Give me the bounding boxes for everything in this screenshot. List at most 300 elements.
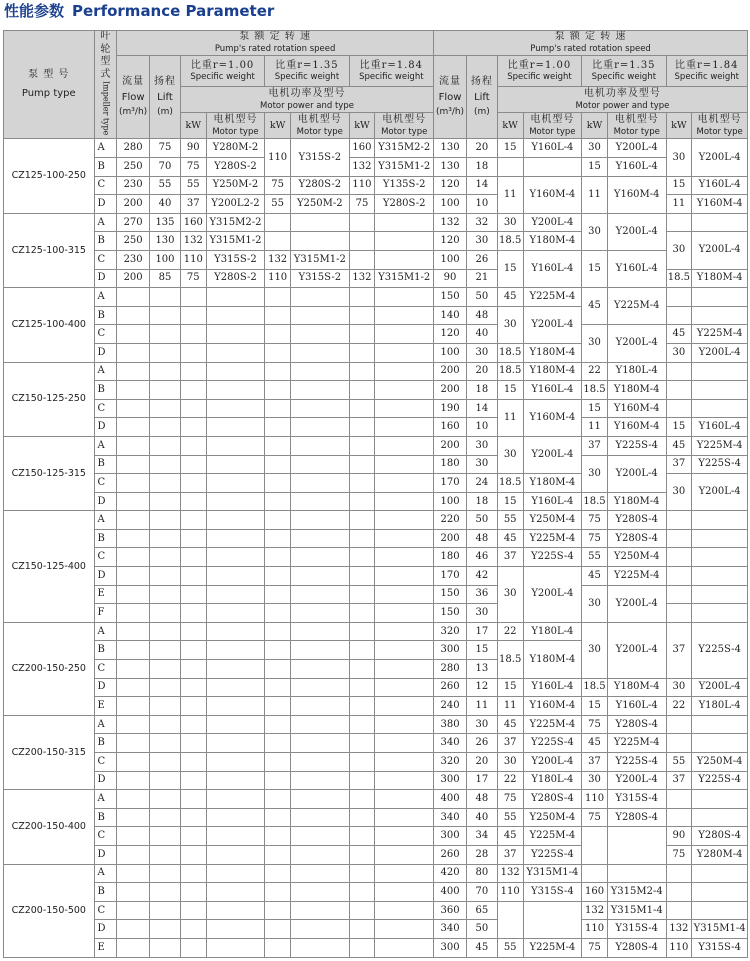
cell-h2: 10 [466,418,497,437]
cell-k2 [265,938,291,957]
cell-f1: 230 [117,250,150,269]
cell-k3: 75 [349,195,375,214]
cell-k2 [265,604,291,623]
cell-m1: Y280M-2 [206,139,265,158]
cell-k3 [349,436,375,455]
cell-m1 [206,641,265,660]
cell-f1: 270 [117,213,150,232]
cell-h1 [150,455,181,474]
cell-f1 [117,883,150,902]
cell-h2: 17 [466,771,497,790]
cell-k2 [265,362,291,381]
table-row [4,771,748,790]
impeller-type-cell: D [94,492,117,511]
impeller-type-cell: B [94,158,117,177]
cell-h1 [150,734,181,753]
header-sg-184-2: 比重r=1.84 Specific weight [666,56,747,87]
cell-m3 [375,232,434,251]
cell-m3 [375,827,434,846]
cell-k4: 15 [497,678,523,697]
header-motor-type: 电机型号 Motor type [375,113,434,139]
cell-k6: 30 [666,139,692,176]
cell-m1 [206,288,265,307]
cell-m4: Y180M-4 [523,232,582,251]
cell-f2: 150 [434,585,467,604]
cell-m1 [206,362,265,381]
cell-k6 [666,548,692,567]
cell-m3 [375,845,434,864]
cell-k6: 132 [666,920,692,939]
cell-h2: 36 [466,585,497,604]
cell-f1 [117,808,150,827]
cell-k1: 55 [180,176,206,195]
cell-m4: Y160M-4 [523,697,582,716]
cell-m4: Y160L-4 [523,381,582,400]
cell-k1: 160 [180,213,206,232]
cell-m3 [375,715,434,734]
cell-k2 [265,715,291,734]
cell-h2: 21 [466,269,497,288]
cell-k6 [666,864,692,883]
pump-model-cell: CZ200-150-315 [4,715,95,789]
cell-k4 [497,158,523,177]
cell-m3 [375,250,434,269]
table-row [4,901,748,920]
cell-k1 [180,753,206,772]
cell-h2: 42 [466,567,497,586]
cell-k6 [666,567,692,586]
cell-f2: 100 [434,343,467,362]
cell-h1: 75 [150,139,181,158]
cell-m5: Y160L-4 [607,158,666,177]
table-row [4,790,748,809]
table-row [4,938,748,957]
table-row [4,492,748,511]
cell-m1 [206,436,265,455]
table-row [4,139,748,158]
cell-k5: 30 [582,622,608,678]
cell-m5: Y225S-4 [607,436,666,455]
cell-f1 [117,604,150,623]
cell-f1 [117,920,150,939]
cell-m6: Y180L-4 [692,697,748,716]
pump-model-cell: CZ150-125-315 [4,436,95,510]
cell-m1: Y280S-2 [206,269,265,288]
cell-m3 [375,492,434,511]
pump-model-cell: CZ200-150-250 [4,622,95,715]
cell-k6: 30 [666,678,692,697]
cell-f2: 400 [434,790,467,809]
cell-h2: 26 [466,250,497,269]
cell-k1 [180,697,206,716]
cell-m1 [206,901,265,920]
cell-m3 [375,381,434,400]
cell-k1 [180,790,206,809]
cell-k3 [349,901,375,920]
cell-f2: 240 [434,697,467,716]
cell-m3 [375,436,434,455]
cell-m4: Y315M1-4 [523,864,582,883]
cell-m1 [206,325,265,344]
cell-h2: 65 [466,901,497,920]
cell-f2: 160 [434,418,467,437]
cell-k5: 30 [582,771,608,790]
cell-m6 [692,548,748,567]
cell-f1 [117,715,150,734]
cell-m6: Y225M-4 [692,325,748,344]
cell-k3 [349,232,375,251]
cell-h1 [150,325,181,344]
cell-m1 [206,343,265,362]
cell-k3 [349,938,375,957]
cell-k4: 45 [497,827,523,846]
cell-f1 [117,567,150,586]
table-row [4,362,748,381]
cell-k2: 75 [265,176,291,195]
cell-m5: Y200L-4 [607,213,666,250]
cell-m3: Y135S-2 [375,176,434,195]
cell-k1 [180,399,206,418]
header-flow-1: 流量 Flow (m³/h) [117,56,150,139]
cell-m6: Y225S-4 [692,455,748,474]
cell-m1 [206,511,265,530]
cell-k3 [349,306,375,325]
table-row [4,158,748,177]
impeller-type-cell: B [94,529,117,548]
cell-f2: 90 [434,269,467,288]
cell-h2: 50 [466,920,497,939]
cell-k1 [180,343,206,362]
cell-k6 [666,715,692,734]
cell-f1: 230 [117,176,150,195]
cell-m1 [206,845,265,864]
cell-f2: 120 [434,232,467,251]
header-motor-1: 电机功率及型号 Motor power and type [180,87,433,113]
cell-m3 [375,660,434,679]
cell-k5: 37 [582,436,608,455]
cell-m4 [523,901,582,938]
cell-k2 [265,306,291,325]
cell-m4: Y160L-4 [523,250,582,287]
cell-m5: Y200L-4 [607,771,666,790]
cell-k1 [180,622,206,641]
header-kw: kW [582,113,608,139]
cell-f2: 132 [434,213,467,232]
cell-m1 [206,474,265,493]
cell-m2 [290,381,349,400]
cell-k6: 15 [666,418,692,437]
cell-m2 [290,734,349,753]
cell-f2: 130 [434,158,467,177]
impeller-type-cell: B [94,883,117,902]
cell-h1 [150,288,181,307]
cell-m5: Y225S-4 [607,753,666,772]
table-row [4,734,748,753]
cell-k2 [265,529,291,548]
cell-k2 [265,864,291,883]
impeller-type-cell: A [94,139,117,158]
cell-m2: Y315S-2 [290,139,349,176]
cell-k4: 18.5 [497,362,523,381]
cell-k1 [180,715,206,734]
table-row [4,325,748,344]
cell-m1 [206,864,265,883]
cell-m2 [290,697,349,716]
impeller-type-cell: C [94,176,117,195]
cell-k3 [349,920,375,939]
cell-f1 [117,511,150,530]
cell-m2 [290,771,349,790]
cell-k6: 11 [666,195,692,214]
cell-f1 [117,641,150,660]
header-lift-2: 扬程 Lift (m) [466,56,497,139]
cell-h2: 45 [466,938,497,957]
cell-h2: 18 [466,492,497,511]
cell-k6: 15 [666,176,692,195]
cell-k4: 45 [497,529,523,548]
cell-k5: 75 [582,511,608,530]
cell-h2: 30 [466,455,497,474]
cell-m1 [206,808,265,827]
cell-m2 [290,920,349,939]
header-kw: kW [666,113,692,139]
cell-h1 [150,622,181,641]
cell-f1: 250 [117,158,150,177]
header-lift-1: 扬程 Lift (m) [150,56,181,139]
page-title-en: Performance Parameter [72,2,275,20]
cell-m6: Y160L-4 [692,176,748,195]
header-model: 泵 型 号 Pump type [4,31,95,139]
impeller-type-cell: C [94,753,117,772]
impeller-type-cell: D [94,567,117,586]
cell-k2 [265,436,291,455]
cell-k5: 37 [582,753,608,772]
cell-k1 [180,771,206,790]
cell-k4: 11 [497,176,523,213]
table-row [4,455,748,474]
cell-k6: 45 [666,436,692,455]
cell-f2: 100 [434,492,467,511]
cell-m1 [206,938,265,957]
impeller-type-cell: B [94,641,117,660]
cell-f2: 360 [434,901,467,920]
cell-k4: 110 [497,883,523,902]
cell-k6: 90 [666,827,692,846]
table-header [4,31,748,139]
cell-k3 [349,715,375,734]
cell-h2: 32 [466,213,497,232]
cell-m3 [375,920,434,939]
cell-f2: 220 [434,511,467,530]
cell-k3 [349,455,375,474]
cell-m1 [206,455,265,474]
cell-m1 [206,678,265,697]
cell-h2: 17 [466,622,497,641]
cell-f2: 340 [434,808,467,827]
cell-f2: 170 [434,474,467,493]
cell-m1 [206,827,265,846]
cell-k4: 55 [497,808,523,827]
cell-k4: 15 [497,381,523,400]
cell-m1 [206,492,265,511]
cell-k1 [180,567,206,586]
cell-m5 [607,827,666,864]
impeller-type-cell: B [94,734,117,753]
cell-h2: 30 [466,715,497,734]
cell-m2 [290,715,349,734]
cell-m5: Y315M2-4 [607,883,666,902]
cell-f2: 180 [434,548,467,567]
cell-m3 [375,771,434,790]
header-motor-type: 电机型号 Motor type [607,113,666,139]
cell-m6: Y315S-4 [692,938,748,957]
cell-m2 [290,678,349,697]
cell-m2 [290,399,349,418]
table-row [4,883,748,902]
cell-m4: Y180M-4 [523,641,582,678]
cell-k3 [349,604,375,623]
cell-m5: Y160L-4 [607,697,666,716]
cell-k1 [180,548,206,567]
cell-k4: 37 [497,845,523,864]
cell-m2 [290,213,349,232]
cell-m1 [206,753,265,772]
cell-h1 [150,715,181,734]
cell-f1: 250 [117,232,150,251]
cell-m2 [290,455,349,474]
cell-f2: 300 [434,641,467,660]
cell-k5: 15 [582,158,608,177]
cell-f1 [117,306,150,325]
cell-m2: Y280S-2 [290,176,349,195]
cell-f2: 150 [434,604,467,623]
cell-k3 [349,678,375,697]
cell-h2: 11 [466,697,497,716]
impeller-type-cell: D [94,845,117,864]
cell-h1 [150,529,181,548]
cell-k5: 30 [582,325,608,362]
cell-h1 [150,697,181,716]
cell-k6 [666,883,692,902]
cell-k2: 110 [265,269,291,288]
table-row [4,250,748,269]
cell-m3 [375,548,434,567]
cell-k3 [349,511,375,530]
table-row [4,585,748,604]
cell-h1 [150,604,181,623]
cell-h2: 50 [466,288,497,307]
cell-m4: Y225M-4 [523,529,582,548]
cell-f1 [117,771,150,790]
cell-f1 [117,381,150,400]
cell-m6: Y200L-4 [692,678,748,697]
cell-k5: 75 [582,529,608,548]
cell-m6 [692,734,748,753]
cell-m6 [692,362,748,381]
cell-h1 [150,343,181,362]
cell-h2: 12 [466,678,497,697]
cell-m4: Y225M-4 [523,715,582,734]
cell-f1 [117,474,150,493]
cell-k6: 37 [666,455,692,474]
cell-m5: Y280S-4 [607,808,666,827]
cell-k5: 11 [582,418,608,437]
cell-f1: 200 [117,195,150,214]
cell-m2 [290,901,349,920]
cell-k1: 90 [180,139,206,158]
header-sg-135-1: 比重r=1.35 Specific weight [265,56,349,87]
header-sg-100-1: 比重r=1.00 Specific weight [180,56,264,87]
table-row [4,864,748,883]
cell-h2: 15 [466,641,497,660]
cell-k2 [265,455,291,474]
cell-m3 [375,399,434,418]
cell-f1 [117,343,150,362]
cell-k1 [180,660,206,679]
cell-h2: 40 [466,808,497,827]
impeller-type-cell: E [94,697,117,716]
cell-k2 [265,641,291,660]
cell-k2 [265,753,291,772]
cell-m1 [206,790,265,809]
cell-k4: 11 [497,697,523,716]
cell-m2 [290,529,349,548]
cell-k5: 11 [582,176,608,213]
cell-h2: 20 [466,139,497,158]
pump-model-cell: CZ125-100-315 [4,213,95,287]
cell-h2: 30 [466,232,497,251]
cell-h2: 34 [466,827,497,846]
cell-f1: 280 [117,139,150,158]
cell-h1 [150,492,181,511]
impeller-type-cell: D [94,195,117,214]
cell-m5: Y225M-4 [607,734,666,753]
cell-h2: 14 [466,176,497,195]
table-row [4,678,748,697]
impeller-type-cell: C [94,901,117,920]
cell-h1 [150,548,181,567]
cell-k4: 132 [497,864,523,883]
table-row [4,753,748,772]
cell-f2: 300 [434,827,467,846]
cell-k2 [265,678,291,697]
cell-m2 [290,418,349,437]
header-motor-2: 电机功率及型号 Motor power and type [497,87,747,113]
cell-m1 [206,399,265,418]
cell-m2 [290,641,349,660]
cell-k2 [265,771,291,790]
cell-m5: Y200L-4 [607,325,666,362]
cell-m2 [290,790,349,809]
cell-f1 [117,660,150,679]
header-motor-type: 电机型号 Motor type [206,113,265,139]
cell-m2: Y315M1-2 [290,250,349,269]
cell-m2 [290,492,349,511]
cell-f1 [117,864,150,883]
impeller-type-cell: A [94,213,117,232]
cell-k2: 55 [265,195,291,214]
cell-k4: 30 [497,306,523,343]
cell-k5 [582,864,608,883]
cell-m2 [290,474,349,493]
cell-k6 [666,790,692,809]
cell-m5: Y225M-4 [607,288,666,325]
cell-k2 [265,381,291,400]
cell-h1: 135 [150,213,181,232]
cell-h2: 80 [466,864,497,883]
cell-m2 [290,622,349,641]
cell-k1 [180,827,206,846]
